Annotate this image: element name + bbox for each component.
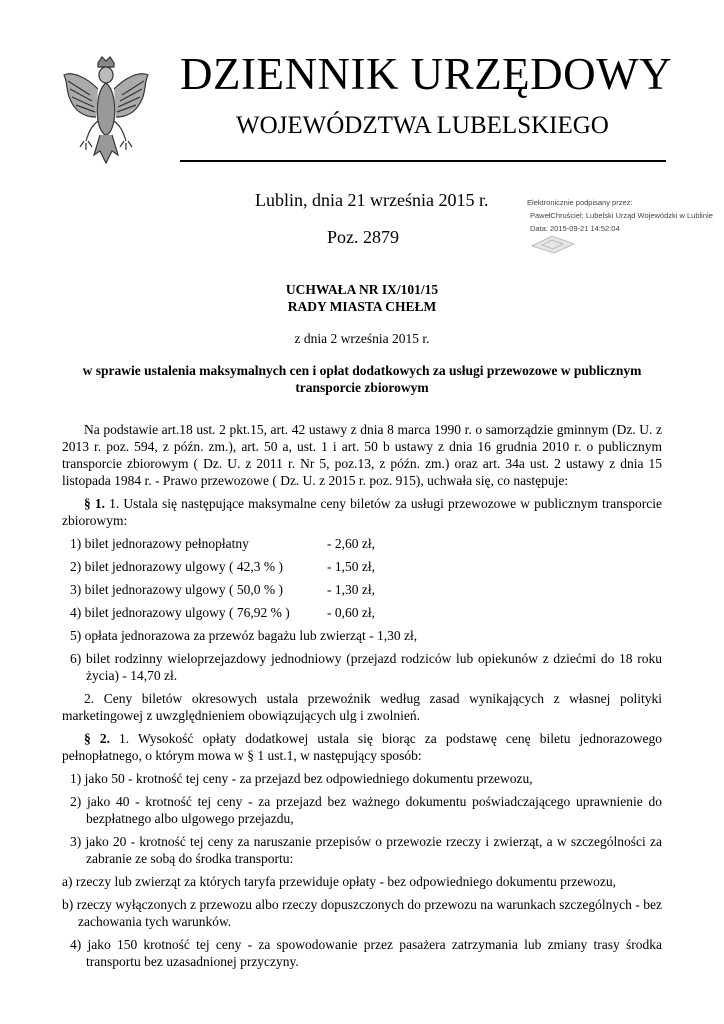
- section-2-mark: § 2.: [84, 731, 110, 746]
- fine-item: 3) jako 20 - krotność tej ceny za naruszanie przepisów o przewozie rzeczy i zwierząt, a w szczególności za zabranie ze sobą do środka transportu:: [70, 834, 662, 866]
- preamble: Na podstawie art.18 ust. 2 pkt.15, art. 42 ustawy z dnia 8 marca 1990 r. o samorządzie gminnym (Dz. U. z 2013 r. poz. 594, z późn. zm.), art. 50 a, ust. 1 i art. 50 b ustawy z dnia 16 grudnia 2010 r. o publicznym transporcie zbiorowym ( Dz. U. z 2011 r. Nr 5, poz.13, z późn. zm.) oraz art. 34a ust. 2 ustawy z dnia 15 listopada 1984 r. - Prawo przewozowe ( Dz. U. z 2015 r. poz. 915), uchwała się, co następuje:: [62, 422, 662, 488]
- position-number: Poz. 2879: [327, 227, 399, 247]
- publication-date: Lublin, dnia 21 września 2015 r.: [255, 190, 489, 210]
- ticket-price: - 1,30 zł,: [327, 582, 375, 597]
- list-item: 5) opłata jednorazowa za przewóz bagażu lub zwierząt - 1,30 zł,: [70, 628, 418, 643]
- act-date: z dnia 2 września 2015 r.: [294, 331, 430, 346]
- section-1-para-2: 2. Ceny biletów okresowych ustala przewoźnik według zasad wynikających z własnej polityki marketingowej z uwzględnieniem obowiązujących ulg i zwolnień.: [62, 691, 662, 723]
- section-2-text: 1. Wysokość opłaty dodatkowej ustala się biorąc za podstawę cenę biletu jednorazowego pełnopłatnego, o którym mowa w § 1 ust.1, w następujący sposób:: [62, 731, 662, 763]
- list-item: 6) bilet rodzinny wieloprzejazdowy jednodniowy (przejazd rodziców lub opiekunów z dziećmi do 18 roku życia) - 14,70 zł.: [70, 651, 662, 683]
- ticket-label: 4) bilet jednorazowy ulgowy ( 76,92 % ): [70, 605, 290, 620]
- act-title-line-1: UCHWAŁA NR IX/101/15: [285, 282, 439, 297]
- section-1-para-1: [62, 495, 662, 529]
- gazette-title: DZIENNIK URZĘDOWY: [180, 49, 673, 99]
- act-title: [0, 281, 724, 315]
- sub-item-b: b) rzeczy wyłączonych z przewozu albo rzeczy dopuszczonych do przewozu na warunkach szczególnych - bez zachowania tych warunków.: [62, 897, 662, 929]
- ticket-price: - 1,50 zł,: [327, 559, 375, 574]
- ticket-label: 1) bilet jednorazowy pełnopłatny: [70, 536, 249, 551]
- signature-line-1: Elektronicznie podpisany przez:: [527, 198, 633, 207]
- act-subject-line-2: transporcie zbiorowym: [295, 380, 429, 395]
- section-1-text: 1. Ustala się następujące maksymalne ceny biletów za usługi przewozowe w publicznym transporcie zbiorowym:: [62, 496, 662, 528]
- eagle-emblem-icon: [60, 55, 152, 167]
- ticket-price: - 2,60 zł,: [327, 536, 375, 551]
- section-1-mark: § 1.: [84, 496, 105, 511]
- signature-line-2: PawełChruściel; Lubelski Urząd Wojewódzki w Lublinie: [530, 211, 713, 220]
- ticket-item: [62, 581, 662, 598]
- signature-line-3: Data: 2015-09-21 14:52:04: [530, 224, 620, 233]
- fine-item: 2) jako 40 - krotność tej ceny - za przejazd bez ważnego dokumentu poświadczającego uprawnienie do bezpłatnego albo ulgowego przejazdu,: [70, 794, 662, 826]
- ticket-item: [62, 535, 662, 552]
- act-subject: [0, 362, 724, 396]
- document-body: [62, 421, 662, 970]
- electronic-signature: [527, 196, 717, 235]
- ticket-item: [62, 604, 662, 621]
- signature-stamp-icon: [530, 232, 576, 254]
- ticket-item: [62, 558, 662, 575]
- ticket-price: - 0,60 zł,: [327, 605, 375, 620]
- fine-item: 1) jako 50 - krotność tej ceny - za przejazd bez odpowiedniego dokumentu przewozu,: [70, 771, 533, 786]
- section-2-para-1: [62, 730, 662, 764]
- fine-item: 4) jako 150 krotność tej ceny - za spowodowanie przez pasażera zatrzymania lub zmiany trasy środka transportu bez uzasadnionej przyczyny.: [70, 937, 662, 969]
- ticket-label: 3) bilet jednorazowy ulgowy ( 50,0 % ): [70, 582, 283, 597]
- gazette-subtitle: WOJEWÓDZTWA LUBELSKIEGO: [236, 112, 609, 139]
- header-rule: [180, 160, 666, 162]
- act-subject-line-1: w sprawie ustalenia maksymalnych cen i opłat dodatkowych za usługi przewozowe w publicznym: [82, 363, 642, 378]
- act-title-line-2: RADY MIASTA CHEŁM: [287, 299, 437, 314]
- sub-item-a: a) rzeczy lub zwierząt za których taryfa przewiduje opłaty - bez odpowiedniego dokumentu przewozu,: [62, 874, 617, 889]
- ticket-label: 2) bilet jednorazowy ulgowy ( 42,3 % ): [70, 559, 283, 574]
